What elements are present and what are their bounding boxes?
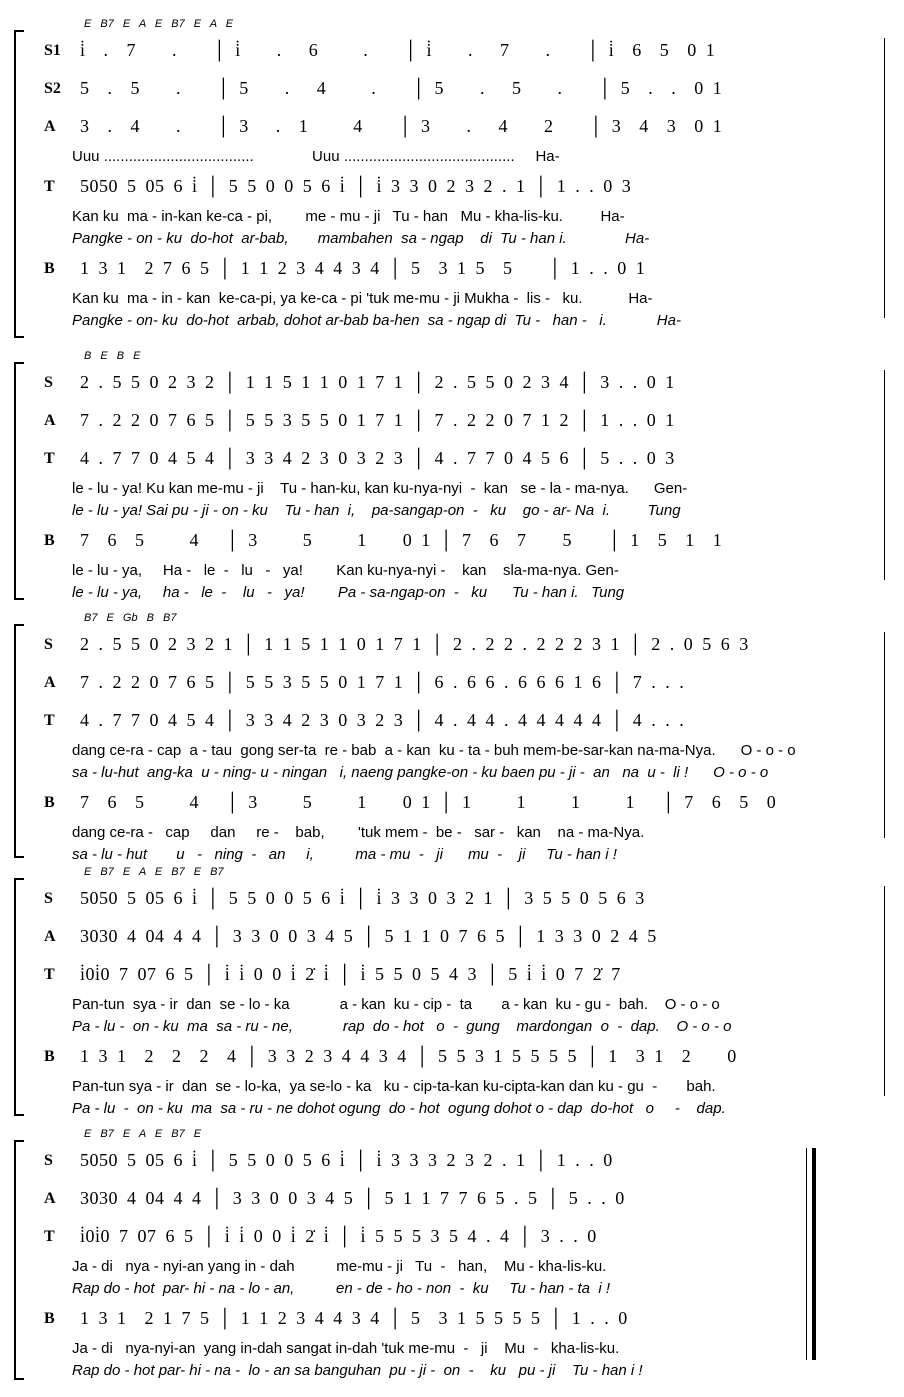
voice-notes: 3030 4 04 4 4 │ 3 3 0 0 3 4 5 │ 5 1 1 0 7 6 5 │ 1 3 3 0 2 4 5	[80, 926, 657, 946]
voice-label: A	[44, 412, 56, 429]
lyric-line: Ja - di nya - nyi-an yang in - dah me-mu - ji Tu - han, Mu - kha-lis-ku.	[72, 1258, 607, 1275]
lyric-line: Kan ku ma - in-kan ke-ca - pi, me - mu - ji Tu - han Mu - kha-lis-ku. Ha-	[72, 208, 625, 225]
score-system	[0, 18, 904, 338]
lyric-line: le - lu - ya! Sai pu - ji - on - ku Tu - han i, pa-sangap-on - ku go - ar- Na i. Tung	[72, 502, 681, 519]
voice-label: B	[44, 532, 55, 549]
barline	[884, 370, 885, 580]
system-bracket	[14, 1140, 24, 1380]
voice-label: T	[44, 1228, 55, 1245]
chord-symbols: E B7 E A E B7 E A E	[84, 18, 234, 30]
lyric-line: le - lu - ya! Ku kan me-mu - ji Tu - han-ku, kan ku-nya-nyi - kan se - la - ma-nya. Gen-	[72, 480, 688, 497]
voice-notes: 3030 4 04 4 4 │ 3 3 0 0 3 4 5 │ 5 1 1 7 7 6 5 . 5 │ 5 . . 0	[80, 1188, 625, 1208]
barline	[884, 886, 885, 1096]
system-bracket	[14, 624, 24, 858]
voice-label: B	[44, 260, 55, 277]
system-bracket	[14, 362, 24, 600]
score-system	[0, 350, 904, 600]
voice-notes: i̇0i̇0 7 07 6 5 │ i̇ i̇ 0 0 i̇ 2̇ i̇ │ i̇ 5 5 5 3 5 4 . 4 │ 3 . . 0	[80, 1226, 597, 1246]
voice-label: S2	[44, 80, 61, 97]
voice-label: T	[44, 712, 55, 729]
voice-label: B	[44, 1048, 55, 1065]
voice-notes: 5050 5 05 6 i̇ │ 5 5 0 0 5 6 i̇ │ i̇ 3 3 3 2 3 2 . 1 │ 1 . . 0	[80, 1150, 613, 1170]
lyric-line: Pangke - on - ku do-hot ar-bab, mambahen sa - ngap di Tu - han i. Ha-	[72, 230, 650, 247]
voice-label: S	[44, 374, 53, 391]
lyric-line: sa - lu - hut u - ning - an i, ma - mu - ji mu - ji Tu - han i !	[72, 846, 617, 863]
lyric-line: Pa - lu - on - ku ma sa - ru - ne, rap do - hot o - gung mardongan o - dap. O - o - o	[72, 1018, 732, 1035]
voice-label: S	[44, 636, 53, 653]
voice-label: S	[44, 890, 53, 907]
voice-label: T	[44, 178, 55, 195]
chord-symbols: E B7 E A E B7 E	[84, 1128, 202, 1140]
voice-notes: 4 . 7 7 0 4 5 4 │ 3 3 4 2 3 0 3 2 3 │ 4 . 7 7 0 4 5 6 │ 5 . . 0 3	[80, 448, 675, 468]
voice-label: A	[44, 928, 56, 945]
voice-notes: i̇ . 7 . │ i̇ . 6 . │ i̇ . 7 . │ i̇ 6 5 0 1	[80, 40, 716, 60]
voice-notes: 5050 5 05 6 i̇ │ 5 5 0 0 5 6 i̇ │ i̇ 3 3 0 3 2 1 │ 3 5 5 0 5 6 3	[80, 888, 645, 908]
voice-notes: 4 . 7 7 0 4 5 4 │ 3 3 4 2 3 0 3 2 3 │ 4 . 4 4 . 4 4 4 4 4 │ 4 . . .	[80, 710, 685, 730]
lyric-line: Pan-tun sya - ir dan se - lo - ka a - kan ku - cip - ta a - kan ku - gu - bah. O - o - o	[72, 996, 720, 1013]
voice-label: S	[44, 1152, 53, 1169]
voice-label: S1	[44, 42, 61, 59]
voice-notes: 5 . 5 . │ 5 . 4 . │ 5 . 5 . │ 5 . . 0 1	[80, 78, 723, 98]
voice-label: A	[44, 1190, 56, 1207]
voice-notes: 1 3 1 2 7 6 5 │ 1 1 2 3 4 4 3 4 │ 5 3 1 5 5 │ 1 . . 0 1	[80, 258, 646, 278]
voice-label: T	[44, 450, 55, 467]
voice-notes: 5050 5 05 6 i̇ │ 5 5 0 0 5 6 i̇ │ i̇ 3 3 0 2 3 2 . 1 │ 1 . . 0 3	[80, 176, 632, 196]
voice-notes: 1 3 1 2 1 7 5 │ 1 1 2 3 4 4 3 4 │ 5 3 1 5 5 5 5 │ 1 . . 0	[80, 1308, 628, 1328]
voice-notes: 7 . 2 2 0 7 6 5 │ 5 5 3 5 5 0 1 7 1 │ 7 . 2 2 0 7 1 2 │ 1 . . 0 1	[80, 410, 675, 430]
lyric-line: Rap do - hot par- hi - na - lo - an sa banguhan pu - ji - on - ku pu - ji Tu - han i !	[72, 1362, 643, 1379]
voice-label: A	[44, 118, 56, 135]
chord-symbols: E B7 E A E B7 E B7	[84, 866, 224, 878]
voice-label: T	[44, 966, 55, 983]
lyric-line: Uuu .................................... Uuu ......................................... Ha-	[72, 148, 560, 165]
system-bracket	[14, 878, 24, 1116]
voice-label: B	[44, 1310, 55, 1327]
voice-notes: 7 . 2 2 0 7 6 5 │ 5 5 3 5 5 0 1 7 1 │ 6 . 6 6 . 6 6 6 1 6 │ 7 . . .	[80, 672, 685, 692]
voice-notes: i̇0i̇0 7 07 6 5 │ i̇ i̇ 0 0 i̇ 2̇ i̇ │ i̇ 5 5 0 5 4 3 │ 5 i̇ i̇ 0 7 2̇ 7	[80, 964, 621, 984]
voice-notes: 3 . 4 . │ 3 . 1 4 │ 3 . 4 2 │ 3 4 3 0 1	[80, 116, 723, 136]
voice-notes: 1 3 1 2 2 2 4 │ 3 3 2 3 4 4 3 4 │ 5 5 3 1 5 5 5 5 │ 1 3 1 2 0	[80, 1046, 737, 1066]
chord-symbols: B E B E	[84, 350, 141, 362]
lyric-line: Rap do - hot par- hi - na - lo - an, en - de - ho - non - ku Tu - han - ta i !	[72, 1280, 611, 1297]
lyric-line: dang ce-ra - cap a - tau gong ser-ta re - bab a - kan ku - ta - buh mem-be-sar-kan na-ma-Nya. O - o - o	[72, 742, 796, 759]
lyric-line: le - lu - ya, Ha - le - lu - ya! Kan ku-nya-nyi - kan sla-ma-nya. Gen-	[72, 562, 619, 579]
lyric-line: Pangke - on- ku do-hot arbab, dohot ar-bab ba-hen sa - ngap di Tu - han - i. Ha-	[72, 312, 681, 329]
lyric-line: Kan ku ma - in - kan ke-ca-pi, ya ke-ca - pi 'tuk me-mu - ji Mukha - lis - ku. Ha-	[72, 290, 653, 307]
chord-symbols: B7 E Gb B B7	[84, 612, 177, 624]
voice-notes: 2 . 5 5 0 2 3 2 1 │ 1 1 5 1 1 0 1 7 1 │ 2 . 2 2 . 2 2 2 3 1 │ 2 . 0 5 6 3	[80, 634, 749, 654]
voice-label: A	[44, 674, 56, 691]
lyric-line: dang ce-ra - cap dan re - bab, 'tuk mem - be - sar - kan na - ma-Nya.	[72, 824, 645, 841]
voice-notes: 7 6 5 4 │ 3 5 1 0 1 │ 7 6 7 5 │ 1 5 1 1	[80, 530, 723, 550]
lyric-line: Ja - di nya-nyi-an yang in-dah sangat in-dah 'tuk me-mu - ji Mu - kha-lis-ku.	[72, 1340, 620, 1357]
score-system	[0, 1128, 904, 1380]
voice-label: B	[44, 794, 55, 811]
lyric-line: Pa - lu - on - ku ma sa - ru - ne dohot ogung do - hot ogung dohot o - dap do-hot o - dap.	[72, 1100, 726, 1117]
barline	[884, 632, 885, 838]
final-barline	[806, 1148, 816, 1360]
score-system	[0, 866, 904, 1116]
lyric-line: Pan-tun sya - ir dan se - lo-ka, ya se-lo - ka ku - cip-ta-kan ku-cipta-kan dan ku - gu - bah.	[72, 1078, 716, 1095]
voice-notes: 7 6 5 4 │ 3 5 1 0 1 │ 1 1 1 1 │ 7 6 5 0	[80, 792, 777, 812]
lyric-line: le - lu - ya, ha - le - lu - ya! Pa - sa-ngap-on - ku Tu - han i. Tung	[72, 584, 625, 601]
voice-notes: 2 . 5 5 0 2 3 2 │ 1 1 5 1 1 0 1 7 1 │ 2 . 5 5 0 2 3 4 │ 3 . . 0 1	[80, 372, 675, 392]
lyric-line: sa - lu-hut ang-ka u - ning- u - ningan i, naeng pangke-on - ku baen pu - ji - an na u - li ! O - o - o	[72, 764, 769, 781]
system-bracket	[14, 30, 24, 338]
barline	[884, 38, 885, 318]
score-system	[0, 612, 904, 863]
